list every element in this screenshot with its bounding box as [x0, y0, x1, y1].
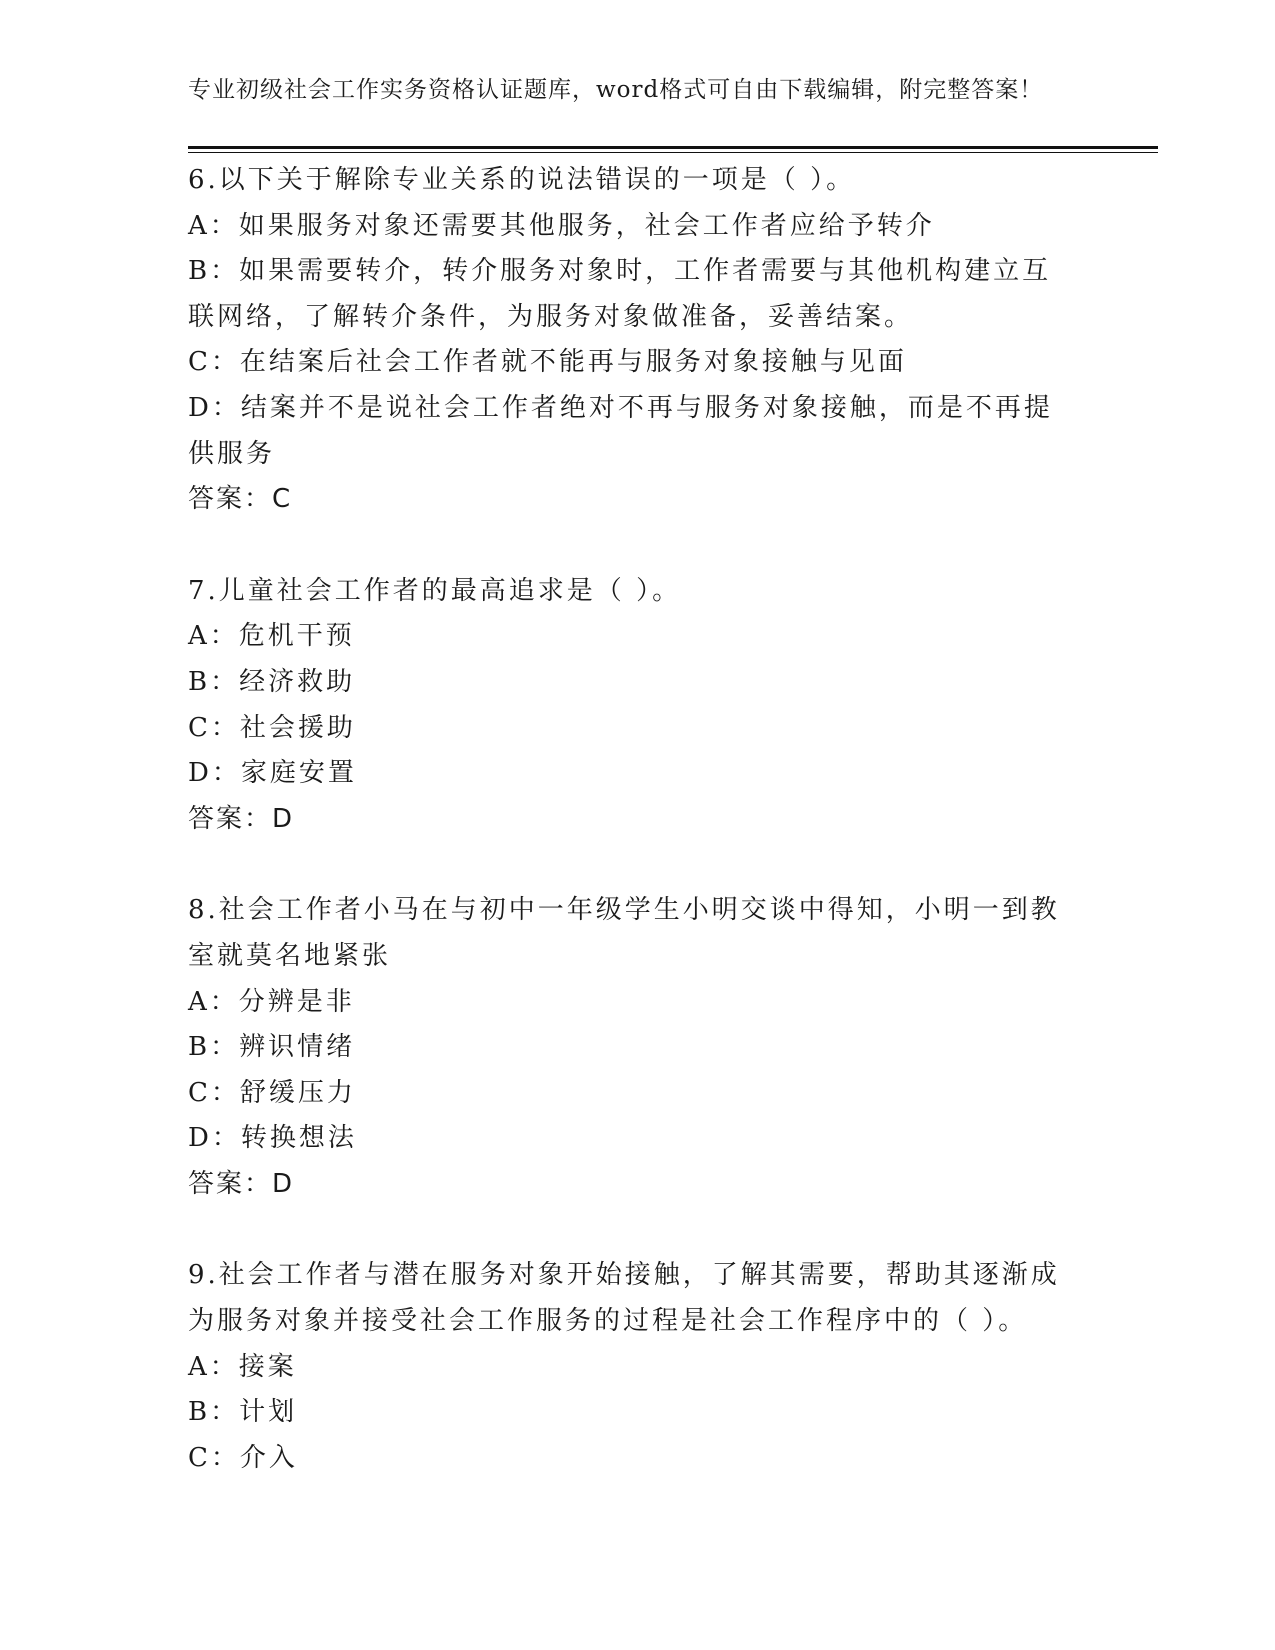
option-c: C：介入	[188, 1442, 298, 1473]
option-d: D：转换想法	[188, 1123, 357, 1154]
option-a: A：分辨是非	[188, 986, 355, 1017]
option-d: D：家庭安置	[188, 758, 357, 789]
option-b: B：计划	[188, 1397, 298, 1428]
answer: 答案：D	[188, 803, 295, 834]
question-list	[188, 158, 1068, 1527]
option-a: A：接案	[188, 1351, 297, 1382]
question-stem: 6.以下关于解除专业关系的说法错误的一项是（ ）。	[188, 165, 856, 195]
question-9	[188, 1253, 1068, 1481]
option-c: C：社会援助	[188, 712, 356, 743]
page-header: 专业初级社会工作实务资格认证题库，word格式可自由下载编辑，附完整答案！	[188, 77, 1044, 103]
question-6	[188, 158, 1068, 523]
header-divider	[188, 146, 1158, 153]
option-b: B：经济救助	[188, 666, 356, 697]
answer: 答案：D	[188, 1168, 295, 1199]
option-c: C：舒缓压力	[188, 1077, 356, 1108]
option-b: B：辨识情绪	[188, 1032, 356, 1063]
option-d: D：结案并不是说社会工作者绝对不再与服务对象接触，而是不再提供服务	[188, 392, 1053, 469]
option-a: A：如果服务对象还需要其他服务，社会工作者应给予转介	[188, 210, 935, 241]
option-a: A：危机干预	[188, 621, 355, 652]
question-stem: 8.社会工作者小马在与初中一年级学生小明交谈中得知，小明一到教室就莫名地紧张	[188, 895, 1060, 971]
option-b: B：如果需要转介，转介服务对象时，工作者需要与其他机构建立互联网络，了解转介条件，为服务对象做准备，妥善结案。	[188, 256, 1052, 332]
answer: 答案：C	[188, 484, 293, 515]
question-stem: 9.社会工作者与潜在服务对象开始接触，了解其需要，帮助其逐渐成为服务对象并接受社会工作服务的过程是社会工作程序中的（ ）。	[188, 1260, 1060, 1337]
question-7	[188, 569, 1068, 843]
question-8	[188, 888, 1068, 1207]
question-stem: 7.儿童社会工作者的最高追求是（ ）。	[188, 575, 682, 606]
option-c: C：在结案后社会工作者就不能再与服务对象接触与见面	[188, 347, 907, 378]
